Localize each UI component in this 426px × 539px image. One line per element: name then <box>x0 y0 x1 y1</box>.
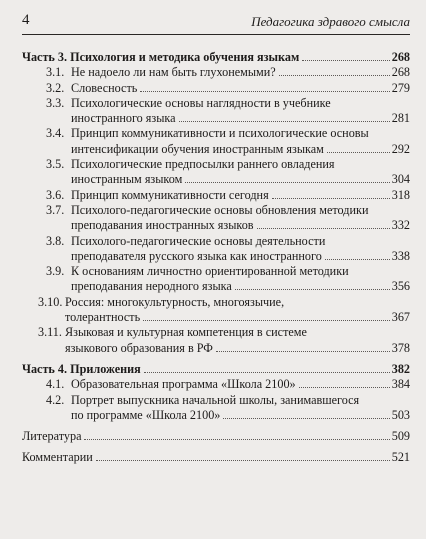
toc-entry-line <box>65 325 410 340</box>
toc-entry-page: 281 <box>391 111 410 126</box>
toc-entry-line <box>71 142 410 157</box>
toc-entry-title: Психологические предпосылки раннего овладения <box>71 157 335 172</box>
toc-entry <box>22 81 410 96</box>
toc-entry-line <box>71 203 410 218</box>
toc-entry-title: К основаниям личностно ориентированной методики <box>71 264 349 279</box>
toc-entry-number: 4.2. <box>46 392 65 407</box>
toc-entry-line <box>65 341 410 356</box>
toc-entry-line <box>71 172 410 187</box>
toc-entry <box>22 126 410 157</box>
dot-leader <box>235 289 390 290</box>
toc-entry-line <box>71 264 410 279</box>
toc-entry <box>22 393 410 424</box>
dot-leader <box>96 460 390 461</box>
toc-entry-page: 521 <box>391 450 410 465</box>
toc-entry-page: 332 <box>391 218 410 233</box>
toc-entry-page: 509 <box>391 429 410 444</box>
toc-entry-line <box>71 188 410 203</box>
dot-leader <box>185 182 389 183</box>
dot-leader <box>279 75 390 76</box>
toc-entry-page: 356 <box>391 279 410 294</box>
toc-entry-page: 338 <box>391 248 410 263</box>
table-of-contents <box>22 50 410 466</box>
toc-entry-line <box>71 111 410 126</box>
toc-entry <box>22 362 410 377</box>
toc-entry-title: иностранного языка <box>71 111 176 126</box>
toc-entry <box>22 65 410 80</box>
toc-entry <box>22 157 410 188</box>
toc-entry-page: 292 <box>391 141 410 156</box>
toc-entry-page: 378 <box>391 340 410 355</box>
toc-entry-line <box>65 310 410 325</box>
toc-entry-title: Психолого-педагогические основы деятельности <box>71 233 326 248</box>
toc-entry-number: 3.6. <box>46 187 65 202</box>
dot-leader <box>325 259 390 260</box>
toc-entry <box>22 429 410 444</box>
toc-entry-line <box>71 377 410 392</box>
toc-entry-number: 3.2. <box>46 80 65 95</box>
header-divider <box>22 34 410 35</box>
toc-entry-page: 367 <box>391 310 410 325</box>
toc-entry-page: 382 <box>391 361 410 376</box>
toc-entry-title: Словесность <box>71 80 138 95</box>
toc-entry-title: преподавания неродного языка <box>71 279 232 294</box>
toc-entry-line <box>71 81 410 96</box>
dot-leader <box>302 60 389 61</box>
toc-entry <box>22 264 410 295</box>
page-number: 4 <box>22 12 30 28</box>
toc-entry <box>22 450 410 465</box>
toc-entry-title: Принцип коммуникативности и психологические основы <box>71 126 369 141</box>
toc-entry-number: 3.7. <box>46 202 65 217</box>
toc-entry-line <box>71 408 410 423</box>
toc-entry-line <box>71 234 410 249</box>
toc-entry-title: Портрет выпускника начальной школы, занимавшегося <box>71 392 360 407</box>
toc-entry <box>22 188 410 203</box>
dot-leader <box>140 91 389 92</box>
toc-entry <box>22 96 410 127</box>
toc-entry <box>22 325 410 356</box>
toc-entry-title: Языковая и культурная компетенция в системе <box>65 325 307 340</box>
toc-entry-title: толерантность <box>65 310 141 325</box>
toc-entry-line <box>22 362 410 377</box>
dot-leader <box>143 320 390 321</box>
toc-entry-page: 268 <box>391 65 410 80</box>
toc-entry-line <box>65 295 410 310</box>
toc-entry-title: Психологические основы наглядности в учебнике <box>71 95 331 110</box>
toc-entry-number: 3.11. <box>38 325 62 340</box>
toc-entry <box>22 203 410 234</box>
toc-entry-page: 384 <box>391 377 410 392</box>
dot-leader <box>84 439 389 440</box>
toc-entry-line <box>71 157 410 172</box>
toc-entry-title: преподавателя русского языка как иностранного <box>71 248 322 263</box>
toc-entry-title: Литература <box>22 429 82 444</box>
toc-entry-line <box>71 393 410 408</box>
toc-entry-number: 3.1. <box>46 65 65 80</box>
toc-entry-title: иностранным языком <box>71 172 183 187</box>
page-header <box>22 10 410 34</box>
toc-entry-title: Не надоело ли нам быть глухонемыми? <box>71 65 276 80</box>
dot-leader <box>223 418 389 419</box>
toc-entry-number: 3.10. <box>38 294 63 309</box>
dot-leader <box>299 387 390 388</box>
dot-leader <box>327 152 390 153</box>
toc-entry-title: преподавания иностранных языков <box>71 218 254 233</box>
toc-entry-line <box>22 429 410 444</box>
toc-entry-title: Комментарии <box>22 450 93 465</box>
toc-entry-title: Принцип коммуникативности сегодня <box>71 187 269 202</box>
toc-entry-line <box>71 279 410 294</box>
toc-entry-page: 268 <box>391 50 410 64</box>
toc-entry-title: Образовательная программа «Школа 2100» <box>71 377 296 392</box>
toc-entry-line <box>22 50 410 65</box>
toc-entry-number: 3.8. <box>46 233 65 248</box>
toc-entry-title: Часть 3. Психология и методика обучения языкам <box>22 50 300 64</box>
dot-leader <box>216 351 390 352</box>
dot-leader <box>144 372 390 373</box>
toc-entry-number: 4.1. <box>46 377 65 392</box>
toc-entry-title: Россия: многокультурность, многоязычие, <box>65 294 285 309</box>
toc-entry-number: 3.3. <box>46 95 65 110</box>
toc-entry-page: 279 <box>391 80 410 95</box>
toc-entry-page: 503 <box>391 407 410 422</box>
toc-entry <box>22 377 410 392</box>
toc-entry-title: Психолого-педагогические основы обновления методики <box>71 202 369 217</box>
toc-entry-number: 3.9. <box>46 264 65 279</box>
dot-leader <box>257 228 390 229</box>
toc-entry-line <box>71 249 410 264</box>
toc-entry-line <box>71 218 410 233</box>
toc-entry <box>22 50 410 65</box>
toc-entry-line <box>22 450 410 465</box>
dot-leader <box>272 198 390 199</box>
dot-leader <box>179 121 390 122</box>
toc-entry-line <box>71 126 410 141</box>
toc-entry-number: 3.4. <box>46 126 65 141</box>
toc-entry-line <box>71 65 410 80</box>
toc-entry-title: языкового образования в РФ <box>65 340 213 355</box>
toc-entry-title: по программе «Школа 2100» <box>71 407 221 422</box>
toc-entry-title: Часть 4. Приложения <box>22 361 141 376</box>
toc-entry <box>22 295 410 326</box>
running-title: Педагогика здравого смысла <box>251 14 410 29</box>
toc-entry-title: интенсификации обучения иностранным языкам <box>71 141 324 156</box>
toc-entry <box>22 234 410 265</box>
toc-entry-page: 318 <box>391 187 410 202</box>
toc-entry-number: 3.5. <box>46 157 65 172</box>
toc-entry-line <box>71 96 410 111</box>
toc-entry-page: 304 <box>391 172 410 187</box>
